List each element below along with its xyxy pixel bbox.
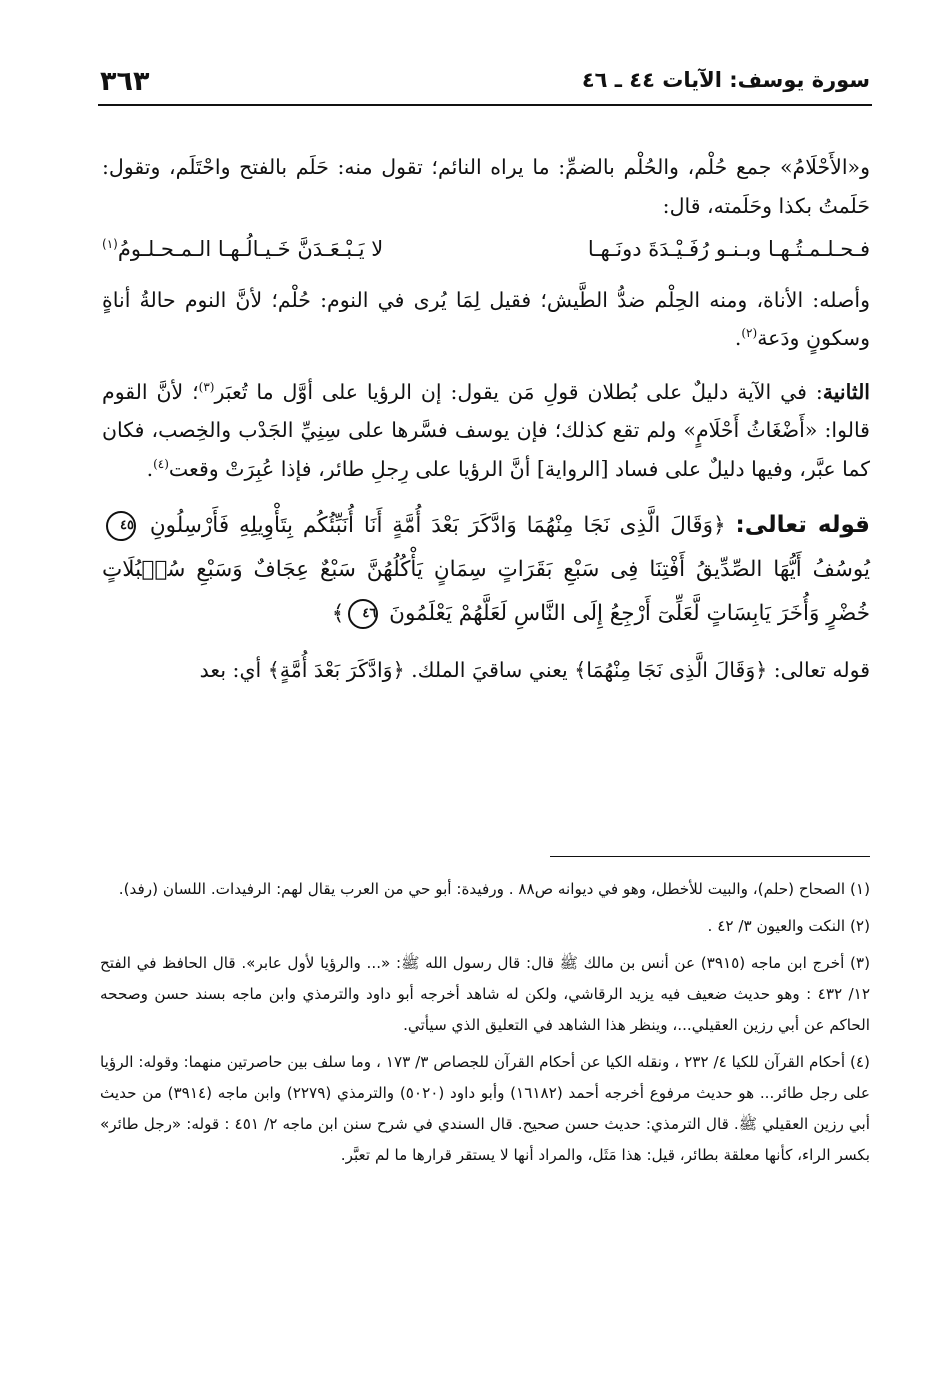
footnote-4: (٤) أحكام القرآن للكيا ٤/ ٢٣٢ ، ونقله الكيا عن أحكام القرآن للجصاص ٣/ ١٧٣ ، وما سلف بين حاصرتين منهما: وقوله: الرؤيا على رجل طائر... هو حديث مرفوع أخرجه أحمد (١٦١٨٢) وأبو داود (٥٠٢٠) والترمذي (٢٢٧٩) وابن ماجه (٣٩١٤) من حديث أبي رزين العقيلي ﷺ. قال الترمذي: حديث حسن صحيح. قال السندي في شرح سنن ابن ماجه ٢/ ٤٥١ : قوله: «رجل طائر» بكسر الراء، كأنها معلقة بطائر، قيل: هذا مَثَل، والمراد أنها لا يستقر قرارها ما لم تعبَّر.	[100, 1053, 870, 1164]
paragraph-1: و«الأَحْلَامُ» جمع حُلْم، والحُلْم بالضمِّ: ما يراه النائم؛ تقول منه: حَلَم بالفتح واحْتَلَم، وتقول: حَلَمتُ بكذا وحَلَمته، قال:	[102, 155, 870, 218]
paragraph-3	[102, 373, 870, 489]
paragraph-2-end: .	[734, 326, 742, 350]
paragraph-3-end: .	[146, 456, 154, 481]
ayah-number-45: ٤٥	[106, 511, 136, 541]
main-text	[102, 148, 870, 705]
footnotes	[100, 874, 870, 1177]
running-header	[100, 68, 870, 102]
poetry-verse	[102, 230, 870, 269]
footnote-3: (٣) أخرج ابن ماجه (٣٩١٥) عن أنس بن مالك ﷺ قال: قال رسول الله ﷺ: «... والرؤيا لأول عابر». قال الحافظ في الفتح ١٢/ ٤٣٢ : وهو حديث ضعيف فيه يزيد الرقاشي، ولكن له شاهد أخرجه أبو داود والترمذي وابن ماجه بسند حسن وصححه الحاكم عن أبي رزين العقيلي...، وينظر هذا الشاهد في التعليق الذي سيأتي.	[100, 954, 870, 1034]
footnote-ref-4: (٤)	[153, 456, 169, 471]
verse-second-hemistich	[102, 230, 383, 269]
header-rule	[98, 104, 872, 106]
paragraph-4: قوله تعالى: ﴿وَقَالَ الَّذِى نَجَا مِنْهُمَا﴾ يعني ساقيَ الملك. ﴿وَادَّكَرَ بَعْدَ أُمَّةٍ﴾ أي: بعد	[199, 658, 870, 682]
paragraph-2	[102, 281, 870, 358]
footnote-1: (١) الصحاح (حلم)، والبيت للأخطل، وهو في ديوانه ص٨٨ . ورفيدة: أبو حي من العرب يقال لهم: الرفيدات. اللسان (رفد).	[118, 880, 870, 898]
footnote-ref-3: (٣)	[198, 379, 215, 394]
quran-label: قوله تعالى:	[735, 512, 870, 538]
verse-second-text: لا يَـبْـعَـدَنَّ خَـيـالُـهـا الـمـحـلـومُ	[117, 237, 384, 261]
quran-close-bracket: ﴾	[331, 601, 345, 626]
verse-first-hemistich: فـحـلـمـتُـهـا وبـنـو رُفَـيْـدَةَ دونَـهـا	[587, 237, 870, 261]
page-number: ٣٦٣	[100, 66, 150, 97]
quran-text-ayah-45: ﴿وَقَالَ الَّذِى نَجَا مِنْهُمَا وَادَّكَرَ بَعْدَ أُمَّةٍ أَنَا أُنَبِّئُكُم بِتَأْوِيلِهِ فَأَرْسِلُونِ	[149, 513, 726, 538]
ayah-number-46: ٤٦	[348, 599, 378, 629]
paragraph-3-text-a: : في الآية دليلٌ على بُطلان قولِ مَن يقول: إن الرؤيا على أوَّل ما تُعبَر	[214, 379, 823, 404]
second-point-label: الثانية	[822, 379, 871, 404]
footnote-separator	[550, 856, 870, 857]
footnote-ref-2: (٢)	[741, 326, 758, 341]
paragraph-3-text-b: ؛ لأنَّ القوم قالوا: «أَضْغَاثُ أَحْلَامٍ» ولم تقع كذلك؛ فإن يوسف فسَّرها على سِنِيِّ الجَدْب والخِصب، فكان كما عبَّر، وفيها دليلٌ على فساد [الرواية] أنَّ الرؤيا على رِجلِ طائر، فإذا عُبِرَتْ وقعت	[102, 379, 870, 481]
quran-text-ayah-46: يُوسُفُ أَيُّهَا الصِّدِّيقُ أَفْتِنَا فِى سَبْعِ بَقَرَاتٍ سِمَانٍ يَأْكُلُهُنَّ سَبْعٌ عِجَافٌ وَسَبْعِ سُنۢبُلَاتٍ خُضْرٍ وَأُخَرَ يَابِسَاتٍ لَّعَلِّىٓ أَرْجِعُ إِلَى النَّاسِ لَعَلَّهُمْ يَعْلَمُونَ	[102, 557, 870, 626]
footnote-ref-1: (١)	[102, 237, 118, 251]
quran-passage	[102, 503, 870, 636]
paragraph-2-text: وأصله: الأناة، ومنه الحِلْم ضدُّ الطَّيش؛ فقيل لِمَا يُرى في النوم: حُلْم؛ لأنَّ النوم حالةُ أناةٍ وسكونٍ ودَعة	[102, 287, 870, 350]
footnote-2: (٢) النكت والعيون ٣/ ٤٢ .	[707, 917, 870, 935]
running-title: سورة يوسف: الآيات ٤٤ ـ ٤٦	[581, 68, 870, 92]
